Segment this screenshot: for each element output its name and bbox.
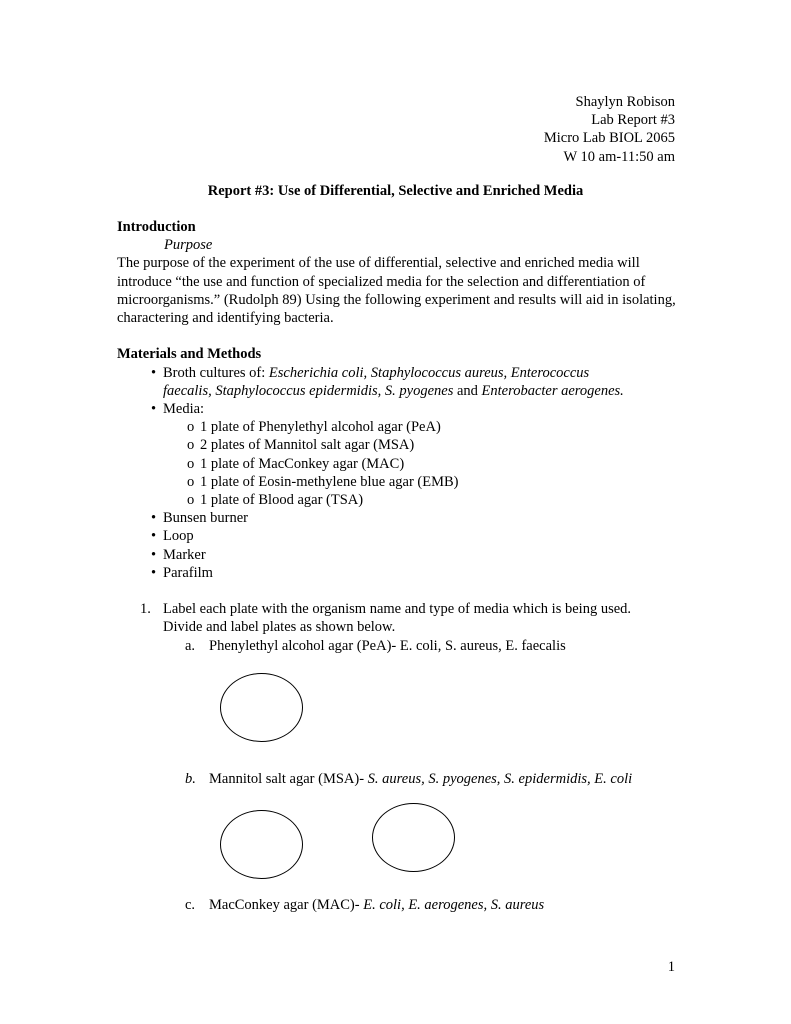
list-item-broth-cont: [117, 382, 677, 400]
media-item: [117, 491, 677, 509]
media-item-text: 2 plates of Mannitol salt agar (MSA): [200, 437, 415, 454]
purpose-paragraph: The purpose of the experiment of the use of differential, selective and enriched media will introduce “the use and function of specialized media for the selection and differentiation of microorganisms.” (Rudolph 89) Using the following experiment and results will aid in isolating, charactering and identifying bacteria.: [117, 255, 676, 327]
substep-label: c.: [185, 897, 196, 913]
list-item: [117, 564, 677, 582]
list-item-text: Bunsen burner: [163, 510, 248, 527]
substep-b: [185, 770, 633, 788]
media-item: [117, 473, 677, 491]
list-item-media: [117, 400, 677, 418]
agar-plate-circle: [220, 810, 303, 879]
introduction-heading: Introduction: [117, 219, 196, 235]
bullet-icon: •: [151, 364, 157, 381]
media-item-text: 1 plate of Eosin-methylene blue agar (EMB): [200, 473, 459, 490]
report-body: [117, 218, 677, 655]
step-1: [117, 600, 677, 636]
author-header: [544, 93, 675, 166]
step-number: 1.: [140, 601, 151, 618]
substep-b-text: Mannitol salt agar (MSA)-: [209, 771, 368, 787]
class-time: W 10 am-11:50 am: [563, 148, 675, 165]
circle-bullet-icon: o: [187, 455, 195, 472]
list-item-broth: [117, 364, 677, 382]
list-item-text: Loop: [163, 528, 194, 545]
list-item-text: Marker: [163, 546, 206, 563]
substep-c: [185, 896, 545, 914]
media-item: [117, 436, 677, 454]
media-item-text: 1 plate of Blood agar (TSA): [200, 492, 364, 509]
report-title: Report #3: Use of Differential, Selective and Enriched Media: [207, 183, 584, 199]
step-1-line-2: Divide and label plates as shown below.: [163, 619, 396, 636]
media-item: [117, 455, 677, 473]
broth-prefix: Broth cultures of:: [163, 364, 269, 381]
list-item: [117, 527, 677, 545]
purpose-subheading: Purpose: [164, 237, 213, 254]
materials-heading: Materials and Methods: [117, 346, 262, 363]
media-item-text: 1 plate of Phenylethyl alcohol agar (PeA): [200, 419, 441, 436]
author-name: Shaylyn Robison: [575, 94, 675, 110]
bullet-icon: •: [151, 546, 157, 563]
broth-and: and: [453, 382, 482, 399]
bullet-icon: •: [151, 564, 157, 581]
circle-bullet-icon: o: [187, 473, 195, 490]
circle-bullet-icon: o: [187, 419, 195, 436]
substep-a-text: Phenylethyl alcohol agar (PeA)- E. coli, S. aureus, E. faecalis: [209, 637, 566, 654]
broth-last: Enterobacter aerogenes.: [481, 382, 624, 399]
substep-b-organisms: S. aureus, S. pyogenes, S. epidermidis, E. coli: [367, 771, 633, 787]
bullet-icon: •: [151, 510, 157, 527]
bullet-icon: •: [151, 528, 157, 545]
course-name: Micro Lab BIOL 2065: [543, 130, 675, 147]
media-label: Media:: [163, 401, 205, 418]
broth-organisms-2: faecalis, Staphylococcus epidermidis, S. pyogenes: [163, 382, 454, 399]
media-item: [117, 418, 677, 436]
list-item: [117, 509, 677, 527]
substep-label: a.: [185, 637, 196, 654]
substep-label: b.: [185, 771, 196, 787]
circle-bullet-icon: o: [187, 492, 195, 509]
media-item-text: 1 plate of MacConkey agar (MAC): [200, 455, 405, 472]
agar-plate-circle: [372, 803, 455, 872]
bullet-icon: •: [151, 401, 157, 418]
list-item: [117, 546, 677, 564]
report-number: Lab Report #3: [591, 112, 675, 129]
substep-a: [117, 637, 677, 655]
substep-c-text: MacConkey agar (MAC)-: [209, 897, 364, 913]
page-number: 1: [667, 959, 675, 975]
circle-bullet-icon: o: [187, 437, 195, 454]
substep-c-organisms: E. coli, E. aerogenes, S. aureus: [363, 897, 545, 913]
list-item-text: Parafilm: [163, 564, 213, 581]
broth-organisms: Escherichia coli, Staphylococcus aureus, Enterococcus: [268, 364, 590, 381]
step-1-line-1: Label each plate with the organism name and type of media which is being used.: [163, 601, 632, 618]
agar-plate-circle: [220, 673, 303, 742]
